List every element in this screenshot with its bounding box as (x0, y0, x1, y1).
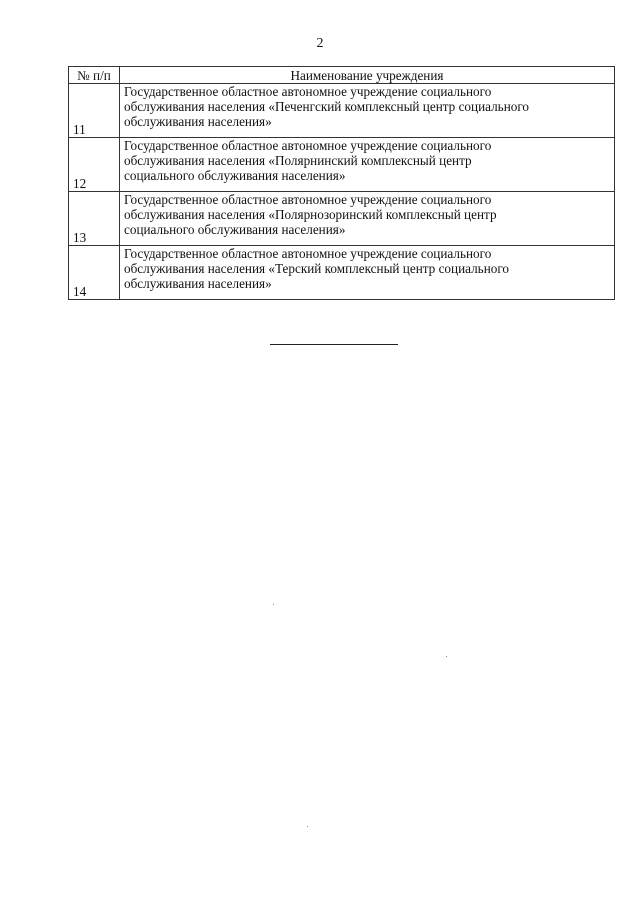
institution-name-line: Государственное областное автономное учреждение социального (124, 138, 492, 153)
row-number: 13 (69, 192, 120, 246)
institution-name-line: Государственное областное автономное учреждение социального (124, 246, 492, 261)
institution-name-line: обслуживания населения» (124, 114, 272, 129)
institution-name (120, 246, 615, 300)
institutions-table (68, 66, 615, 300)
closing-rule (270, 344, 398, 345)
table-header-row (69, 67, 615, 84)
institution-name-line: обслуживания населения «Печенгский комплексный центр социального (124, 99, 530, 114)
institution-name-line: обслуживания населения «Терский комплексный центр социального (124, 261, 510, 276)
row-number: 12 (69, 138, 120, 192)
scan-speck (446, 656, 447, 657)
column-header-name: Наименование учреждения (120, 67, 615, 84)
table-row (69, 138, 615, 192)
institution-name-line: обслуживания населения «Полярнинский комплексный центр (124, 153, 472, 168)
institution-name-line: обслуживания населения» (124, 276, 272, 291)
row-number: 11 (69, 84, 120, 138)
institution-name-line: социального обслуживания населения» (124, 168, 346, 183)
row-number: 14 (69, 246, 120, 300)
institution-name (120, 192, 615, 246)
institution-name-line: Государственное областное автономное учреждение социального (124, 192, 492, 207)
institution-name (120, 138, 615, 192)
table-row (69, 192, 615, 246)
column-header-number: № п/п (69, 67, 120, 84)
page-number: 2 (316, 36, 324, 51)
scan-speck (273, 604, 274, 605)
institution-name-line: социального обслуживания населения» (124, 222, 346, 237)
table-row (69, 84, 615, 138)
institution-name-line: обслуживания населения «Полярнозоринский комплексный центр (124, 207, 497, 222)
institution-name (120, 84, 615, 138)
scan-speck (307, 826, 308, 827)
table-row (69, 246, 615, 300)
institution-name-line: Государственное областное автономное учреждение социального (124, 84, 492, 99)
